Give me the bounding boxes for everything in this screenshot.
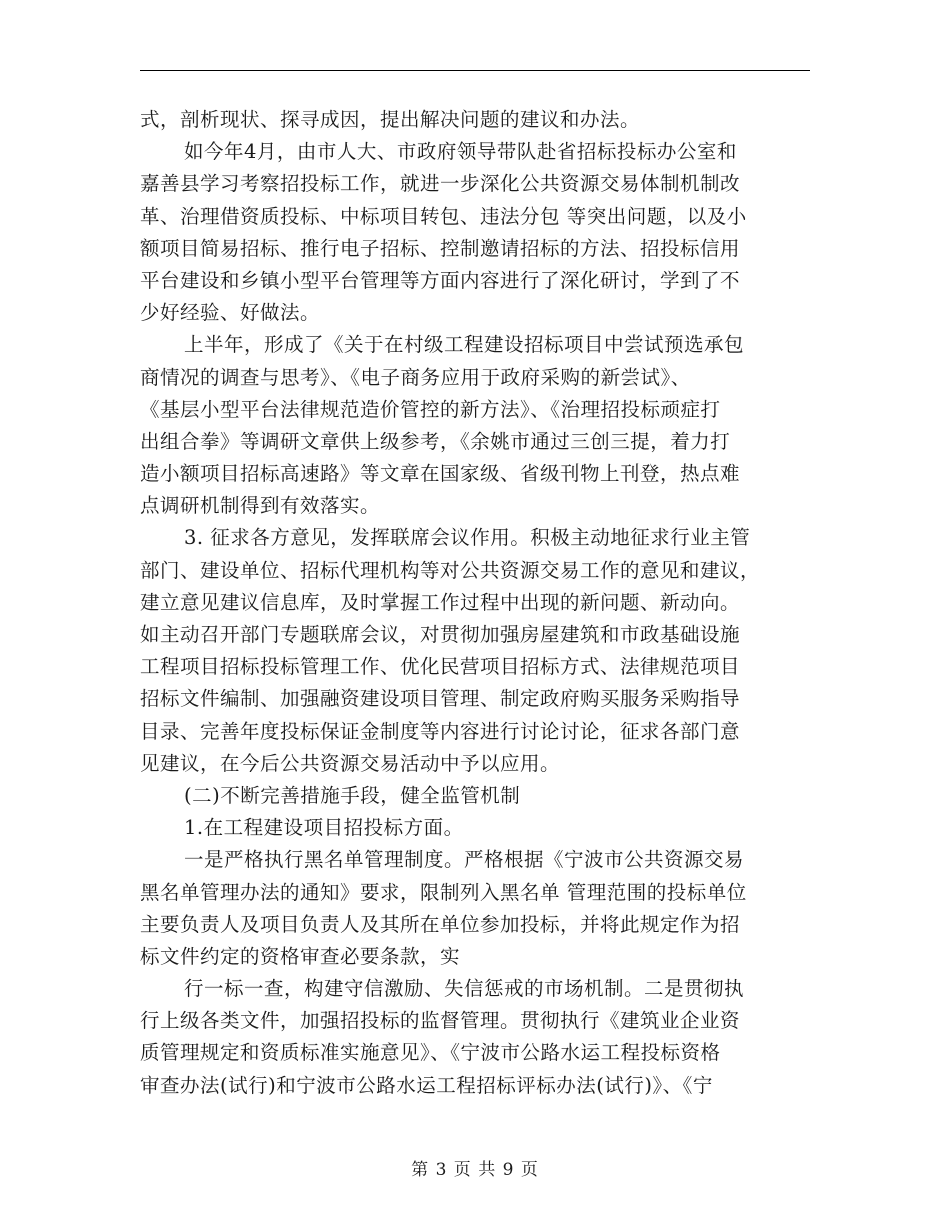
paragraph-p2 <box>140 136 810 329</box>
text-line: 《基层小型平台法律规范造价管控的新方法》、《治理招投标顽症打 <box>140 397 721 421</box>
text-line: 工程项目招标投标管理工作、优化民营项目招标方式、法律规范项目 <box>140 655 741 679</box>
text-line: 部门、建设单位、招标代理机构等对公共资源交易工作的意见和建议， <box>140 558 761 582</box>
text-line: 行上级各类文件，加强招投标的监督管理。贯彻执行《建筑业企业资 <box>140 1009 741 1033</box>
text-line: 目录、完善年度投标保证金制度等内容进行讨论讨论，征求各部门意 <box>140 719 741 743</box>
paragraph-p3 <box>140 329 810 522</box>
paragraph-p1 <box>140 104 810 136</box>
text-line: 建立意见建议信息库，及时掌握工作过程中出现的新问题、新动向。 <box>140 590 741 614</box>
text-line: 审查办法(试行)和宁波市公路水运工程招标评标办法(试行)》、《宁 <box>140 1073 713 1097</box>
text-line: 如今年4月，由市人大、市政府领导带队赴省招标投标办公室和 <box>184 140 737 164</box>
paragraph-p8 <box>140 973 810 1102</box>
text-line: 嘉善县学习考察招投标工作，就进一步深化公共资源交易体制机制改 <box>140 172 741 196</box>
text-line: 式，剖析现状、探寻成因，提出解决问题的建议和办法。 <box>140 108 641 131</box>
text-line: 招标文件编制、加强融资建设项目管理、制定政府购买服务采购指导 <box>140 687 741 711</box>
text-line: 一是严格执行黑名单管理制度。严格根据《宁波市公共资源交易 <box>184 848 745 872</box>
paragraph-p4 <box>140 522 810 780</box>
text-line: 如主动召开部门专题联席会议，对贯彻加强房屋建筑和市政基础设施 <box>140 623 741 646</box>
text-line: 点调研机制得到有效落实。 <box>140 494 381 518</box>
text-line: 黑名单管理办法的通知》要求，限制列入黑名单 管理范围的投标单位 <box>140 880 747 904</box>
text-line: 主要负责人及项目负责人及其所在单位参加投标，并将此规定作为招 <box>140 912 741 936</box>
paragraph-p5 <box>140 780 810 812</box>
header-rule <box>140 70 810 71</box>
text-line: 行一标一查，构建守信激励、失信惩戒的市场机制。二是贯彻执 <box>184 977 745 1001</box>
paragraph-p6 <box>140 812 810 844</box>
text-line: 额项目简易招标、推行电子招标、控制邀请招标的方法、招投标信用 <box>140 236 741 260</box>
page-number-footer: 第 3 页 共 9 页 <box>411 1160 539 1180</box>
text-line: 质管理规定和资质标准实施意见》、《宁波市公路水运工程投标资格 <box>140 1041 721 1065</box>
document-body <box>140 104 810 1102</box>
paragraph-p7 <box>140 844 810 973</box>
text-line: 3. 征求各方意见，发挥联席会议作用。积极主动地征求行业主管 <box>184 526 751 550</box>
text-line: 1.在工程建设项目招投标方面。 <box>184 816 464 840</box>
text-line: 商情况的调查与思考》、《电子商务应用于政府采购的新尝试》、 <box>140 365 691 389</box>
text-line: 革、治理借资质投标、中标项目转包、违法分包 等突出问题，以及小 <box>140 204 747 228</box>
text-line: 造小额项目招标高速路》等文章在国家级、省级刊物上刊登，热点难 <box>140 462 741 486</box>
text-line: 少好经验、好做法。 <box>140 301 321 325</box>
text-line: 标文件约定的资格审查必要条款，实 <box>140 944 461 968</box>
text-line: 平台建设和乡镇小型平台管理等方面内容进行了深化研讨，学到了不 <box>140 268 741 292</box>
text-line: 上半年，形成了《关于在村级工程建设招标项目中尝试预选承包 <box>184 333 745 357</box>
text-line: 见建议，在今后公共资源交易活动中予以应用。 <box>140 751 561 775</box>
text-line: 出组合拳》等调研文章供上级参考，《余姚市通过三创三提，着力打 <box>140 429 731 453</box>
text-line: (二)不断完善措施手段，健全监管机制 <box>184 783 521 807</box>
